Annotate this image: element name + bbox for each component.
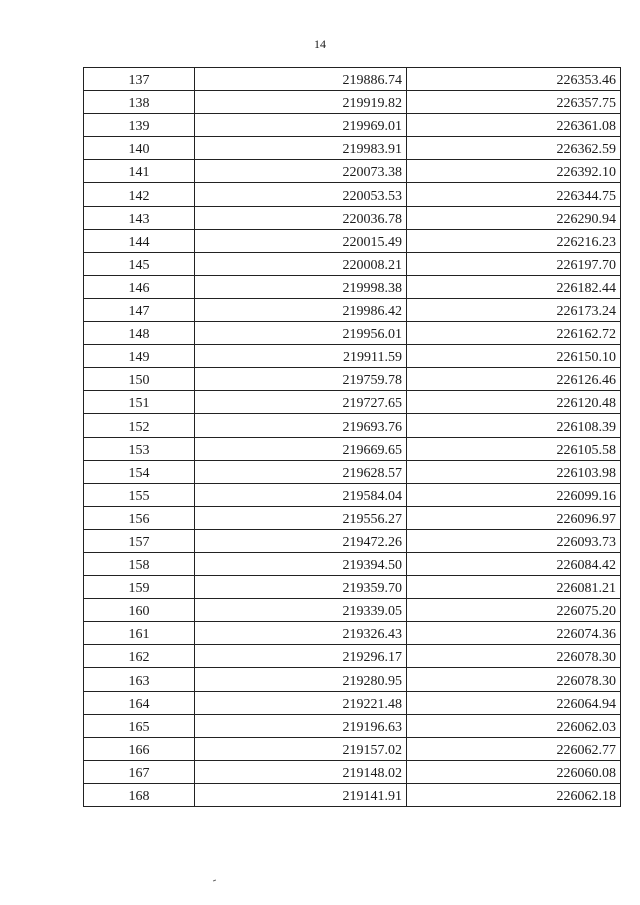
x-coordinate-cell: 219956.01 bbox=[195, 322, 407, 345]
x-coordinate-cell: 219359.70 bbox=[195, 576, 407, 599]
point-number-cell: 140 bbox=[84, 137, 195, 160]
point-number-cell: 160 bbox=[84, 599, 195, 622]
y-coordinate-cell: 226150.10 bbox=[407, 345, 621, 368]
x-coordinate-cell: 219759.78 bbox=[195, 368, 407, 391]
point-number-cell: 148 bbox=[84, 322, 195, 345]
point-number-cell: 165 bbox=[84, 714, 195, 737]
y-coordinate-cell: 226081.21 bbox=[407, 576, 621, 599]
y-coordinate-cell: 226060.08 bbox=[407, 760, 621, 783]
y-coordinate-cell: 226182.44 bbox=[407, 275, 621, 298]
table-row bbox=[84, 391, 621, 414]
table-body bbox=[84, 68, 621, 807]
y-coordinate-cell: 226173.24 bbox=[407, 298, 621, 321]
table-row bbox=[84, 483, 621, 506]
point-number-cell: 158 bbox=[84, 552, 195, 575]
y-coordinate-cell: 226290.94 bbox=[407, 206, 621, 229]
x-coordinate-cell: 219472.26 bbox=[195, 529, 407, 552]
table-row bbox=[84, 576, 621, 599]
table-row bbox=[84, 599, 621, 622]
y-coordinate-cell: 226093.73 bbox=[407, 529, 621, 552]
table-row bbox=[84, 206, 621, 229]
point-number-cell: 143 bbox=[84, 206, 195, 229]
point-number-cell: 138 bbox=[84, 91, 195, 114]
table-row bbox=[84, 114, 621, 137]
point-number-cell: 163 bbox=[84, 668, 195, 691]
point-number-cell: 167 bbox=[84, 760, 195, 783]
x-coordinate-cell: 220073.38 bbox=[195, 160, 407, 183]
table-row bbox=[84, 91, 621, 114]
y-coordinate-cell: 226344.75 bbox=[407, 183, 621, 206]
x-coordinate-cell: 219998.38 bbox=[195, 275, 407, 298]
page-number: 14 bbox=[314, 37, 326, 51]
scan-speck bbox=[213, 880, 216, 882]
y-coordinate-cell: 226078.30 bbox=[407, 668, 621, 691]
y-coordinate-cell: 226126.46 bbox=[407, 368, 621, 391]
x-coordinate-cell: 219339.05 bbox=[195, 599, 407, 622]
y-coordinate-cell: 226108.39 bbox=[407, 414, 621, 437]
x-coordinate-cell: 219280.95 bbox=[195, 668, 407, 691]
point-number-cell: 168 bbox=[84, 783, 195, 806]
point-number-cell: 154 bbox=[84, 460, 195, 483]
y-coordinate-cell: 226064.94 bbox=[407, 691, 621, 714]
table-row bbox=[84, 552, 621, 575]
point-number-cell: 151 bbox=[84, 391, 195, 414]
point-number-cell: 146 bbox=[84, 275, 195, 298]
y-coordinate-cell: 226103.98 bbox=[407, 460, 621, 483]
y-coordinate-cell: 226216.23 bbox=[407, 229, 621, 252]
point-number-cell: 162 bbox=[84, 645, 195, 668]
table-row bbox=[84, 529, 621, 552]
table-row bbox=[84, 345, 621, 368]
table-row bbox=[84, 460, 621, 483]
x-coordinate-cell: 219669.65 bbox=[195, 437, 407, 460]
y-coordinate-cell: 226392.10 bbox=[407, 160, 621, 183]
y-coordinate-cell: 226120.48 bbox=[407, 391, 621, 414]
table-row bbox=[84, 760, 621, 783]
x-coordinate-cell: 219986.42 bbox=[195, 298, 407, 321]
table-row bbox=[84, 737, 621, 760]
table-row bbox=[84, 68, 621, 91]
point-number-cell: 166 bbox=[84, 737, 195, 760]
x-coordinate-cell: 219148.02 bbox=[195, 760, 407, 783]
point-number-cell: 157 bbox=[84, 529, 195, 552]
x-coordinate-cell: 219983.91 bbox=[195, 137, 407, 160]
point-number-cell: 152 bbox=[84, 414, 195, 437]
x-coordinate-cell: 219141.91 bbox=[195, 783, 407, 806]
y-coordinate-cell: 226062.18 bbox=[407, 783, 621, 806]
x-coordinate-cell: 219727.65 bbox=[195, 391, 407, 414]
table-row bbox=[84, 714, 621, 737]
x-coordinate-cell: 219556.27 bbox=[195, 506, 407, 529]
table-row bbox=[84, 622, 621, 645]
table-row bbox=[84, 183, 621, 206]
point-number-cell: 156 bbox=[84, 506, 195, 529]
table-row bbox=[84, 645, 621, 668]
x-coordinate-cell: 219911.59 bbox=[195, 345, 407, 368]
y-coordinate-cell: 226062.03 bbox=[407, 714, 621, 737]
x-coordinate-cell: 219196.63 bbox=[195, 714, 407, 737]
x-coordinate-cell: 219394.50 bbox=[195, 552, 407, 575]
y-coordinate-cell: 226361.08 bbox=[407, 114, 621, 137]
table-row bbox=[84, 275, 621, 298]
point-number-cell: 149 bbox=[84, 345, 195, 368]
point-number-cell: 155 bbox=[84, 483, 195, 506]
table-row bbox=[84, 691, 621, 714]
x-coordinate-cell: 220053.53 bbox=[195, 183, 407, 206]
x-coordinate-cell: 220008.21 bbox=[195, 252, 407, 275]
x-coordinate-cell: 219584.04 bbox=[195, 483, 407, 506]
y-coordinate-cell: 226062.77 bbox=[407, 737, 621, 760]
y-coordinate-cell: 226357.75 bbox=[407, 91, 621, 114]
table-row bbox=[84, 298, 621, 321]
y-coordinate-cell: 226353.46 bbox=[407, 68, 621, 91]
y-coordinate-cell: 226084.42 bbox=[407, 552, 621, 575]
y-coordinate-cell: 226096.97 bbox=[407, 506, 621, 529]
y-coordinate-cell: 226074.36 bbox=[407, 622, 621, 645]
table-row bbox=[84, 322, 621, 345]
point-number-cell: 144 bbox=[84, 229, 195, 252]
table-row bbox=[84, 414, 621, 437]
y-coordinate-cell: 226078.30 bbox=[407, 645, 621, 668]
point-number-cell: 139 bbox=[84, 114, 195, 137]
table-row bbox=[84, 252, 621, 275]
table-row bbox=[84, 229, 621, 252]
table-row bbox=[84, 506, 621, 529]
x-coordinate-cell: 219919.82 bbox=[195, 91, 407, 114]
table-row bbox=[84, 783, 621, 806]
y-coordinate-cell: 226075.20 bbox=[407, 599, 621, 622]
table-row bbox=[84, 437, 621, 460]
point-number-cell: 150 bbox=[84, 368, 195, 391]
x-coordinate-cell: 219326.43 bbox=[195, 622, 407, 645]
x-coordinate-cell: 219628.57 bbox=[195, 460, 407, 483]
point-number-cell: 153 bbox=[84, 437, 195, 460]
table-row bbox=[84, 368, 621, 391]
y-coordinate-cell: 226197.70 bbox=[407, 252, 621, 275]
point-number-cell: 142 bbox=[84, 183, 195, 206]
x-coordinate-cell: 220015.49 bbox=[195, 229, 407, 252]
table-row bbox=[84, 668, 621, 691]
x-coordinate-cell: 219157.02 bbox=[195, 737, 407, 760]
point-number-cell: 159 bbox=[84, 576, 195, 599]
table-row bbox=[84, 160, 621, 183]
y-coordinate-cell: 226105.58 bbox=[407, 437, 621, 460]
point-number-cell: 164 bbox=[84, 691, 195, 714]
x-coordinate-cell: 219296.17 bbox=[195, 645, 407, 668]
point-number-cell: 161 bbox=[84, 622, 195, 645]
y-coordinate-cell: 226099.16 bbox=[407, 483, 621, 506]
x-coordinate-cell: 219693.76 bbox=[195, 414, 407, 437]
point-number-cell: 141 bbox=[84, 160, 195, 183]
point-number-cell: 137 bbox=[84, 68, 195, 91]
x-coordinate-cell: 219221.48 bbox=[195, 691, 407, 714]
point-number-cell: 147 bbox=[84, 298, 195, 321]
x-coordinate-cell: 220036.78 bbox=[195, 206, 407, 229]
point-number-cell: 145 bbox=[84, 252, 195, 275]
x-coordinate-cell: 219886.74 bbox=[195, 68, 407, 91]
coordinate-table bbox=[83, 67, 621, 807]
table-row bbox=[84, 137, 621, 160]
y-coordinate-cell: 226162.72 bbox=[407, 322, 621, 345]
y-coordinate-cell: 226362.59 bbox=[407, 137, 621, 160]
x-coordinate-cell: 219969.01 bbox=[195, 114, 407, 137]
